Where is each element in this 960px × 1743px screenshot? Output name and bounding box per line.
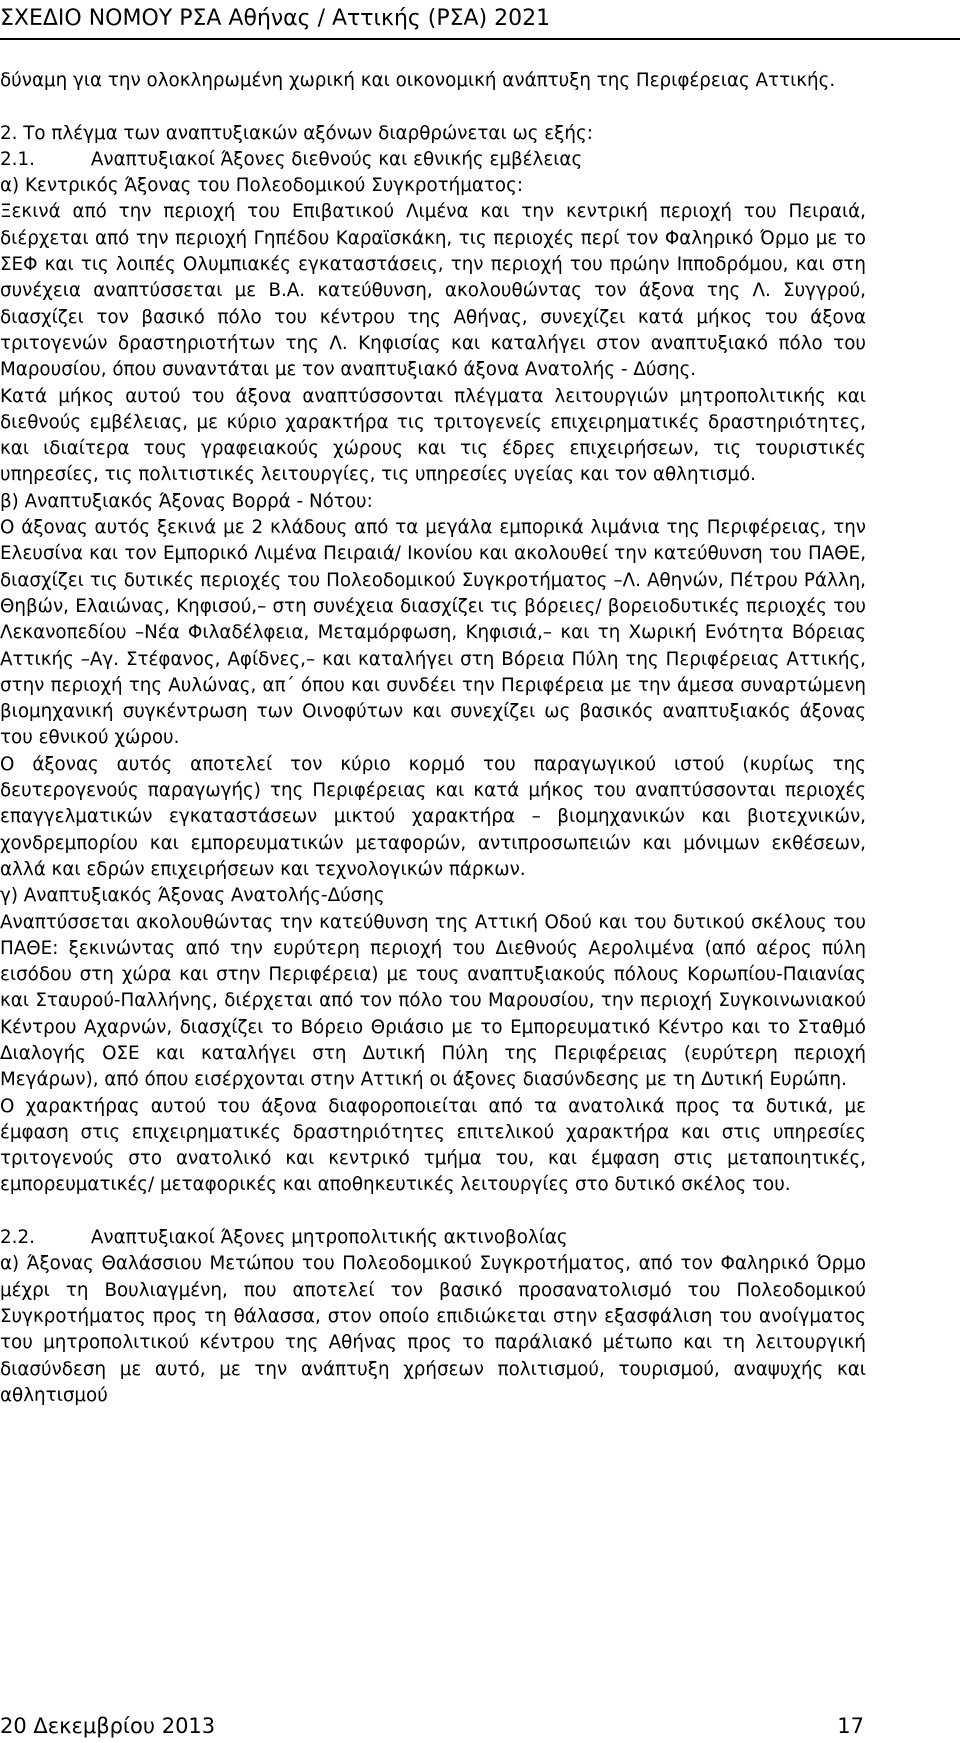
document-header-title: ΣΧΕΔΙΟ ΝΟΜΟΥ ΡΣΑ Αθήνας / Αττικής (ΡΣΑ) 2021 — [0, 6, 551, 31]
axis-heading: α) Κεντρικός Άξονας του Πολεοδομικού Συγκροτήματος: — [0, 175, 524, 197]
body-paragraph: Ο άξονας αυτός αποτελεί τον κύριο κορμό του παραγωγικού ιστού (κυρίως της δευτερογενούς παραγωγής) της Περιφέρειας και κατά μήκος του αναπτύσσονται περιοχές επαγγελματικών εγκαταστάσεων μικτού χαρακτήρα – βιομηχανικών και βιοτεχνικών, χονδρεμπορίου και εμπορευματικών μεταφορών, αντιπροσωπειών και μόνιμων εκθέσεων, αλλά και εδρών επιχειρήσεων και τεχνολογικών πάρκων. — [0, 753, 866, 880]
body-paragraph: Ξεκινά από την περιοχή του Επιβατικού Λιμένα και την κεντρική περιοχή του Πειραιά, διέρχεται από την περιοχή Γηπέδου Καραϊσκάκη, τις περιοχές περί τον Φαληρικό Όρμο με το ΣΕΦ και τις λοιπές Ολυμπιακές εγκαταστάσεις, την περιοχή του πρώην Ιπποδρόμου, και στη συνέχεια αναπτύσσεται με Β.Α. κατεύθυνση, ακολουθώντας τον άξονα της Λ. Συγγρού, διασχίζει τον βασικό πόλο του κέντρου της Αθήνας, συνεχίζει κατά μήκος του άξονα τριτογενών δραστηριοτήτων της Λ. Κηφισίας και καταλήγει στον αναπτυξιακό πόλο του Μαρουσίου, όπου συναντάται με τον αναπτυξιακό άξονα Ανατολής - Δύσης. — [0, 201, 866, 381]
subsection-heading — [0, 147, 866, 173]
document-body — [0, 68, 866, 1409]
axis-heading: β) Αναπτυξιακός Άξονας Βορρά - Νότου: — [0, 490, 373, 512]
body-paragraph: α) Άξονας Θαλάσσιου Μετώπου του Πολεοδομικού Συγκροτήματος, από τον Φαληρικό Όρμο μέχρι τη Βουλιαγμένη, που αποτελεί τον βασικό προσανατολισμό του Πολεοδομικού Συγκροτήματος προς τη θάλασσα, στον οποίο επιδιώκεται στην εξασφάλιση του ανοίγματος του μητροπολιτικού κέντρου της Αθήνας προς το παράλιακό μέτωπο και τη λειτουργική διασύνδεση με αυτό, με την ανάπτυξη χρήσεων πολιτισμού, τουρισμού, αναψυχής και αθλητισμού — [0, 1253, 866, 1406]
subsection-heading — [0, 1225, 866, 1251]
header-divider — [0, 38, 960, 40]
subsection-number: 2.2. — [0, 1227, 35, 1249]
paragraph-spacer — [0, 1199, 866, 1225]
body-paragraph: Ο άξονας αυτός ξεκινά με 2 κλάδους από τα μεγάλα εμπορικά λιμάνια της Περιφέρειας, την Ελευσίνα και τον Εμπορικό Λιμένα Πειραιά/ Ικονίου και ακολουθεί την κατεύθυνση του ΠΑΘΕ, διασχίζει τις δυτικές περιοχές του Πολεοδομικού Συγκροτήματος –Λ. Αθηνών, Πέτρου Ράλλη, Θηβών, Ελαιώνας, Κηφισού,– στη συνέχεια διασχίζει τις βόρειες/ βορειοδυτικές περιοχές του Λεκανοπεδίου –Νέα Φιλαδέλφεια, Μεταμόρφωση, Κηφισιά,– και τη Χωρική Ενότητα Βόρειας Αττικής –Αγ. Στέφανος, Αφίδνες,– και καταλήγει στη Βόρεια Πύλη της Περιφέρειας Αττικής, στην περιοχή της Αυλώνας, απ΄ όπου και συνδέει την Περιφέρεια με την άμεσα συναρτώμενη βιομηχανική συγκέντρωση των Οινοφύτων και συνεχίζει ως βασικός αναπτυξιακός άξονας του εθνικού χώρου. — [0, 517, 866, 749]
footer-date: 20 Δεκεμβρίου 2013 — [0, 1714, 216, 1738]
subsection-title: Αναπτυξιακοί Άξονες μητροπολιτικής ακτινοβολίας — [90, 1227, 568, 1249]
body-paragraph: Κατά μήκος αυτού του άξονα αναπτύσσονται πλέγματα λειτουργιών μητροπολιτικής και διεθνούς εμβέλειας, με κύριο χαρακτήρα τις τριτογενείς επιχειρηματικές δραστηριότητες, και ιδιαίτερα τους γραφειακούς χώρους και τις έδρες επιχειρήσεων, τις τουριστικές υπηρεσίες, τις πολιτιστικές λειτουργίες, τις υπηρεσίες υγείας και τον αθλητισμό. — [0, 385, 866, 486]
page-number: 17 — [837, 1714, 864, 1738]
body-paragraph: δύναμη για την ολοκληρωμένη χωρική και οικονομική ανάπτυξη της Περιφέρειας Αττικής. — [0, 70, 836, 91]
paragraph-spacer — [0, 94, 866, 120]
body-paragraph: Ο χαρακτήρας αυτού του άξονα διαφοροποιείται από τα ανατολικά προς τα δυτικά, με έμφαση στις επιχειρηματικές δραστηριότητες επιτελικού χαρακτήρα και στις υπηρεσίες τριτογενούς στο ανατολικό και κεντρικό τμήμα του, και έμφαση στις μεταποιητικές, εμπορευματικές/ μεταφορικές και αποθηκευτικές λειτουργίες στο δυτικό σκέλος του. — [0, 1095, 866, 1196]
axis-heading: γ) Αναπτυξιακός Άξονας Ανατολής-Δύσης — [0, 885, 385, 907]
subsection-title: Αναπτυξιακοί Άξονες διεθνούς και εθνικής εμβέλειας — [90, 148, 583, 170]
section-heading: 2. Το πλέγμα των αναπτυξιακών αξόνων διαρθρώνεται ως εξής: — [0, 122, 593, 144]
body-paragraph: Αναπτύσσεται ακολουθώντας την κατεύθυνση της Αττική Οδού και του δυτικού σκέλους του ΠΑΘΕ: ξεκινώντας από την ευρύτερη περιοχή του Διεθνούς Αερολιμένα (από αέρος πύλη εισόδου στη χώρα και στην Περιφέρεια) με τους αναπτυξιακούς πόλους Κορωπίου-Παιανίας και Σταυρού-Παλλήνης, διέρχεται από τον πόλο του Μαρουσίου, την περιοχή Συγκοινωνιακού Κέντρου Αχαρνών, διασχίζει το Βόρειο Θριάσιο με το Εμπορευματικό Κέντρο και το Σταθμό Διαλογής ΟΣΕ και καταλήγει στη Δυτική Πύλη της Περιφέρειας (ευρύτερη περιοχή Μεγάρων), από όπου εισέρχονται στην Αττική οι άξονες διασύνδεσης με τη Δυτική Ευρώπη. — [0, 911, 866, 1091]
subsection-number: 2.1. — [0, 148, 35, 170]
